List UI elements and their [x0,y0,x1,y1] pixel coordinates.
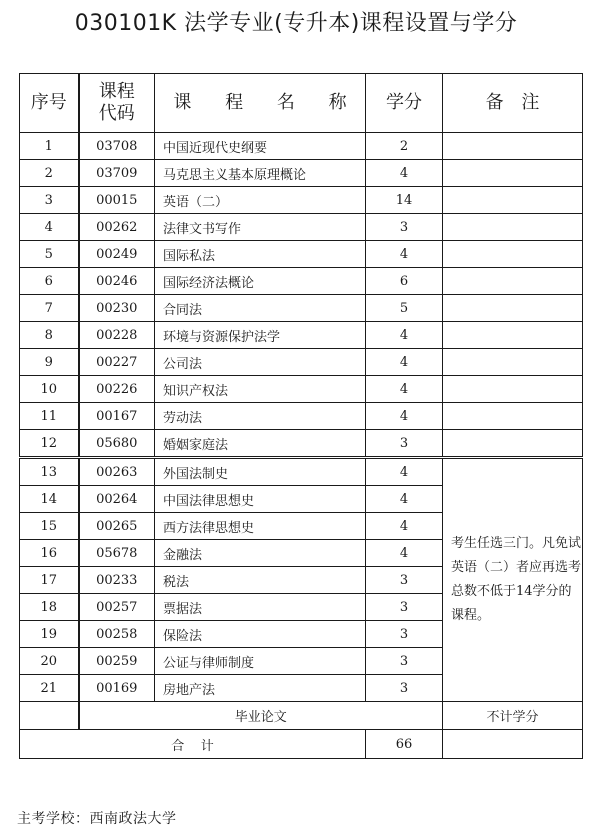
header-name: 课 程 名 称 [155,74,366,133]
course-remark [443,268,583,295]
header-remark: 备 注 [443,74,583,133]
course-code: 00259 [79,648,155,675]
course-credit: 5 [366,295,443,322]
course-seq: 2 [20,160,79,187]
course-table [19,73,583,759]
course-credit: 4 [366,160,443,187]
course-remark [443,160,583,187]
table-row [20,268,583,295]
header-code: 课程 代码 [79,74,155,133]
course-remark [443,322,583,349]
total-credit: 66 [366,730,443,759]
course-credit: 4 [366,540,443,567]
course-credit: 4 [366,486,443,513]
required-courses [20,133,583,458]
table-row [20,430,583,458]
thesis-credit: 不计学分 [443,702,583,730]
course-name: 中国近现代史纲要 [155,133,366,160]
table-row [20,241,583,268]
table-row [20,376,583,403]
course-name: 法律文书写作 [155,214,366,241]
thesis-label: 毕业论文 [79,702,443,730]
header-seq: 序号 [20,74,79,133]
course-code: 00265 [79,513,155,540]
course-name: 合同法 [155,295,366,322]
course-code: 00167 [79,403,155,430]
course-credit: 4 [366,513,443,540]
course-name: 婚姻家庭法 [155,430,366,458]
course-name: 国际私法 [155,241,366,268]
course-name: 环境与资源保护法学 [155,322,366,349]
course-credit: 3 [366,648,443,675]
header-credit: 学分 [366,74,443,133]
course-seq: 16 [20,540,79,567]
course-seq: 14 [20,486,79,513]
page-title: 030101K 法学专业(专升本)课程设置与学分 [74,11,518,36]
course-seq: 9 [20,349,79,376]
course-seq: 19 [20,621,79,648]
course-code: 00264 [79,486,155,513]
table-row [20,160,583,187]
course-code: 00169 [79,675,155,702]
summary-rows [20,702,583,759]
course-seq: 7 [20,295,79,322]
course-name: 税法 [155,567,366,594]
course-remark [443,187,583,214]
course-seq: 6 [20,268,79,295]
course-remark [443,133,583,160]
course-seq: 5 [20,241,79,268]
course-code: 05678 [79,540,155,567]
course-name: 外国法制史 [155,458,366,486]
course-name: 知识产权法 [155,376,366,403]
course-code: 05680 [79,430,155,458]
course-name: 马克思主义基本原理概论 [155,160,366,187]
course-code: 00015 [79,187,155,214]
course-credit: 4 [366,322,443,349]
table-row [20,458,583,486]
course-name: 公司法 [155,349,366,376]
course-code: 00227 [79,349,155,376]
course-seq: 20 [20,648,79,675]
total-row [20,730,583,759]
course-name: 劳动法 [155,403,366,430]
elective-remark: 考生任选三门。凡免试英语（二）者应再选考总数不低于14学分的课程。 [443,458,583,702]
course-name: 保险法 [155,621,366,648]
course-seq: 3 [20,187,79,214]
course-code: 03709 [79,160,155,187]
course-code: 00257 [79,594,155,621]
course-name: 房地产法 [155,675,366,702]
elective-courses [20,458,583,702]
course-code: 00263 [79,458,155,486]
course-credit: 6 [366,268,443,295]
course-seq: 13 [20,458,79,486]
course-credit: 3 [366,675,443,702]
course-seq: 1 [20,133,79,160]
course-credit: 3 [366,567,443,594]
course-code: 00258 [79,621,155,648]
course-credit: 4 [366,403,443,430]
course-remark [443,376,583,403]
course-code: 00233 [79,567,155,594]
table-row [20,187,583,214]
course-code: 00249 [79,241,155,268]
course-credit: 3 [366,214,443,241]
course-seq: 12 [20,430,79,458]
total-remark-cell [443,730,583,759]
table-row [20,349,583,376]
course-code: 00226 [79,376,155,403]
table-row [20,403,583,430]
course-credit: 3 [366,594,443,621]
table-row [20,214,583,241]
table-row [20,295,583,322]
course-code: 00230 [79,295,155,322]
course-seq: 10 [20,376,79,403]
exam-school: 主考学校：西南政法大学 [17,811,177,827]
total-label: 合 计 [20,730,366,759]
course-remark [443,403,583,430]
course-seq: 8 [20,322,79,349]
course-remark [443,349,583,376]
course-code: 00246 [79,268,155,295]
course-seq: 15 [20,513,79,540]
course-name: 中国法律思想史 [155,486,366,513]
course-name: 金融法 [155,540,366,567]
table-row [20,322,583,349]
course-remark [443,241,583,268]
course-seq: 4 [20,214,79,241]
course-remark [443,295,583,322]
course-seq: 18 [20,594,79,621]
course-name: 国际经济法概论 [155,268,366,295]
course-credit: 4 [366,349,443,376]
course-credit: 4 [366,458,443,486]
course-remark [443,214,583,241]
course-name: 英语（二） [155,187,366,214]
table-row [20,133,583,160]
thesis-empty-cell [20,702,79,730]
course-credit: 4 [366,241,443,268]
course-seq: 11 [20,403,79,430]
course-remark [443,430,583,458]
course-credit: 14 [366,187,443,214]
course-code: 03708 [79,133,155,160]
course-code: 00228 [79,322,155,349]
course-name: 票据法 [155,594,366,621]
course-name: 公证与律师制度 [155,648,366,675]
course-credit: 2 [366,133,443,160]
table-header-row [20,74,583,133]
course-credit: 3 [366,430,443,458]
course-name: 西方法律思想史 [155,513,366,540]
course-seq: 21 [20,675,79,702]
course-code: 00262 [79,214,155,241]
thesis-row [20,702,583,730]
course-seq: 17 [20,567,79,594]
course-credit: 3 [366,621,443,648]
course-credit: 4 [366,376,443,403]
